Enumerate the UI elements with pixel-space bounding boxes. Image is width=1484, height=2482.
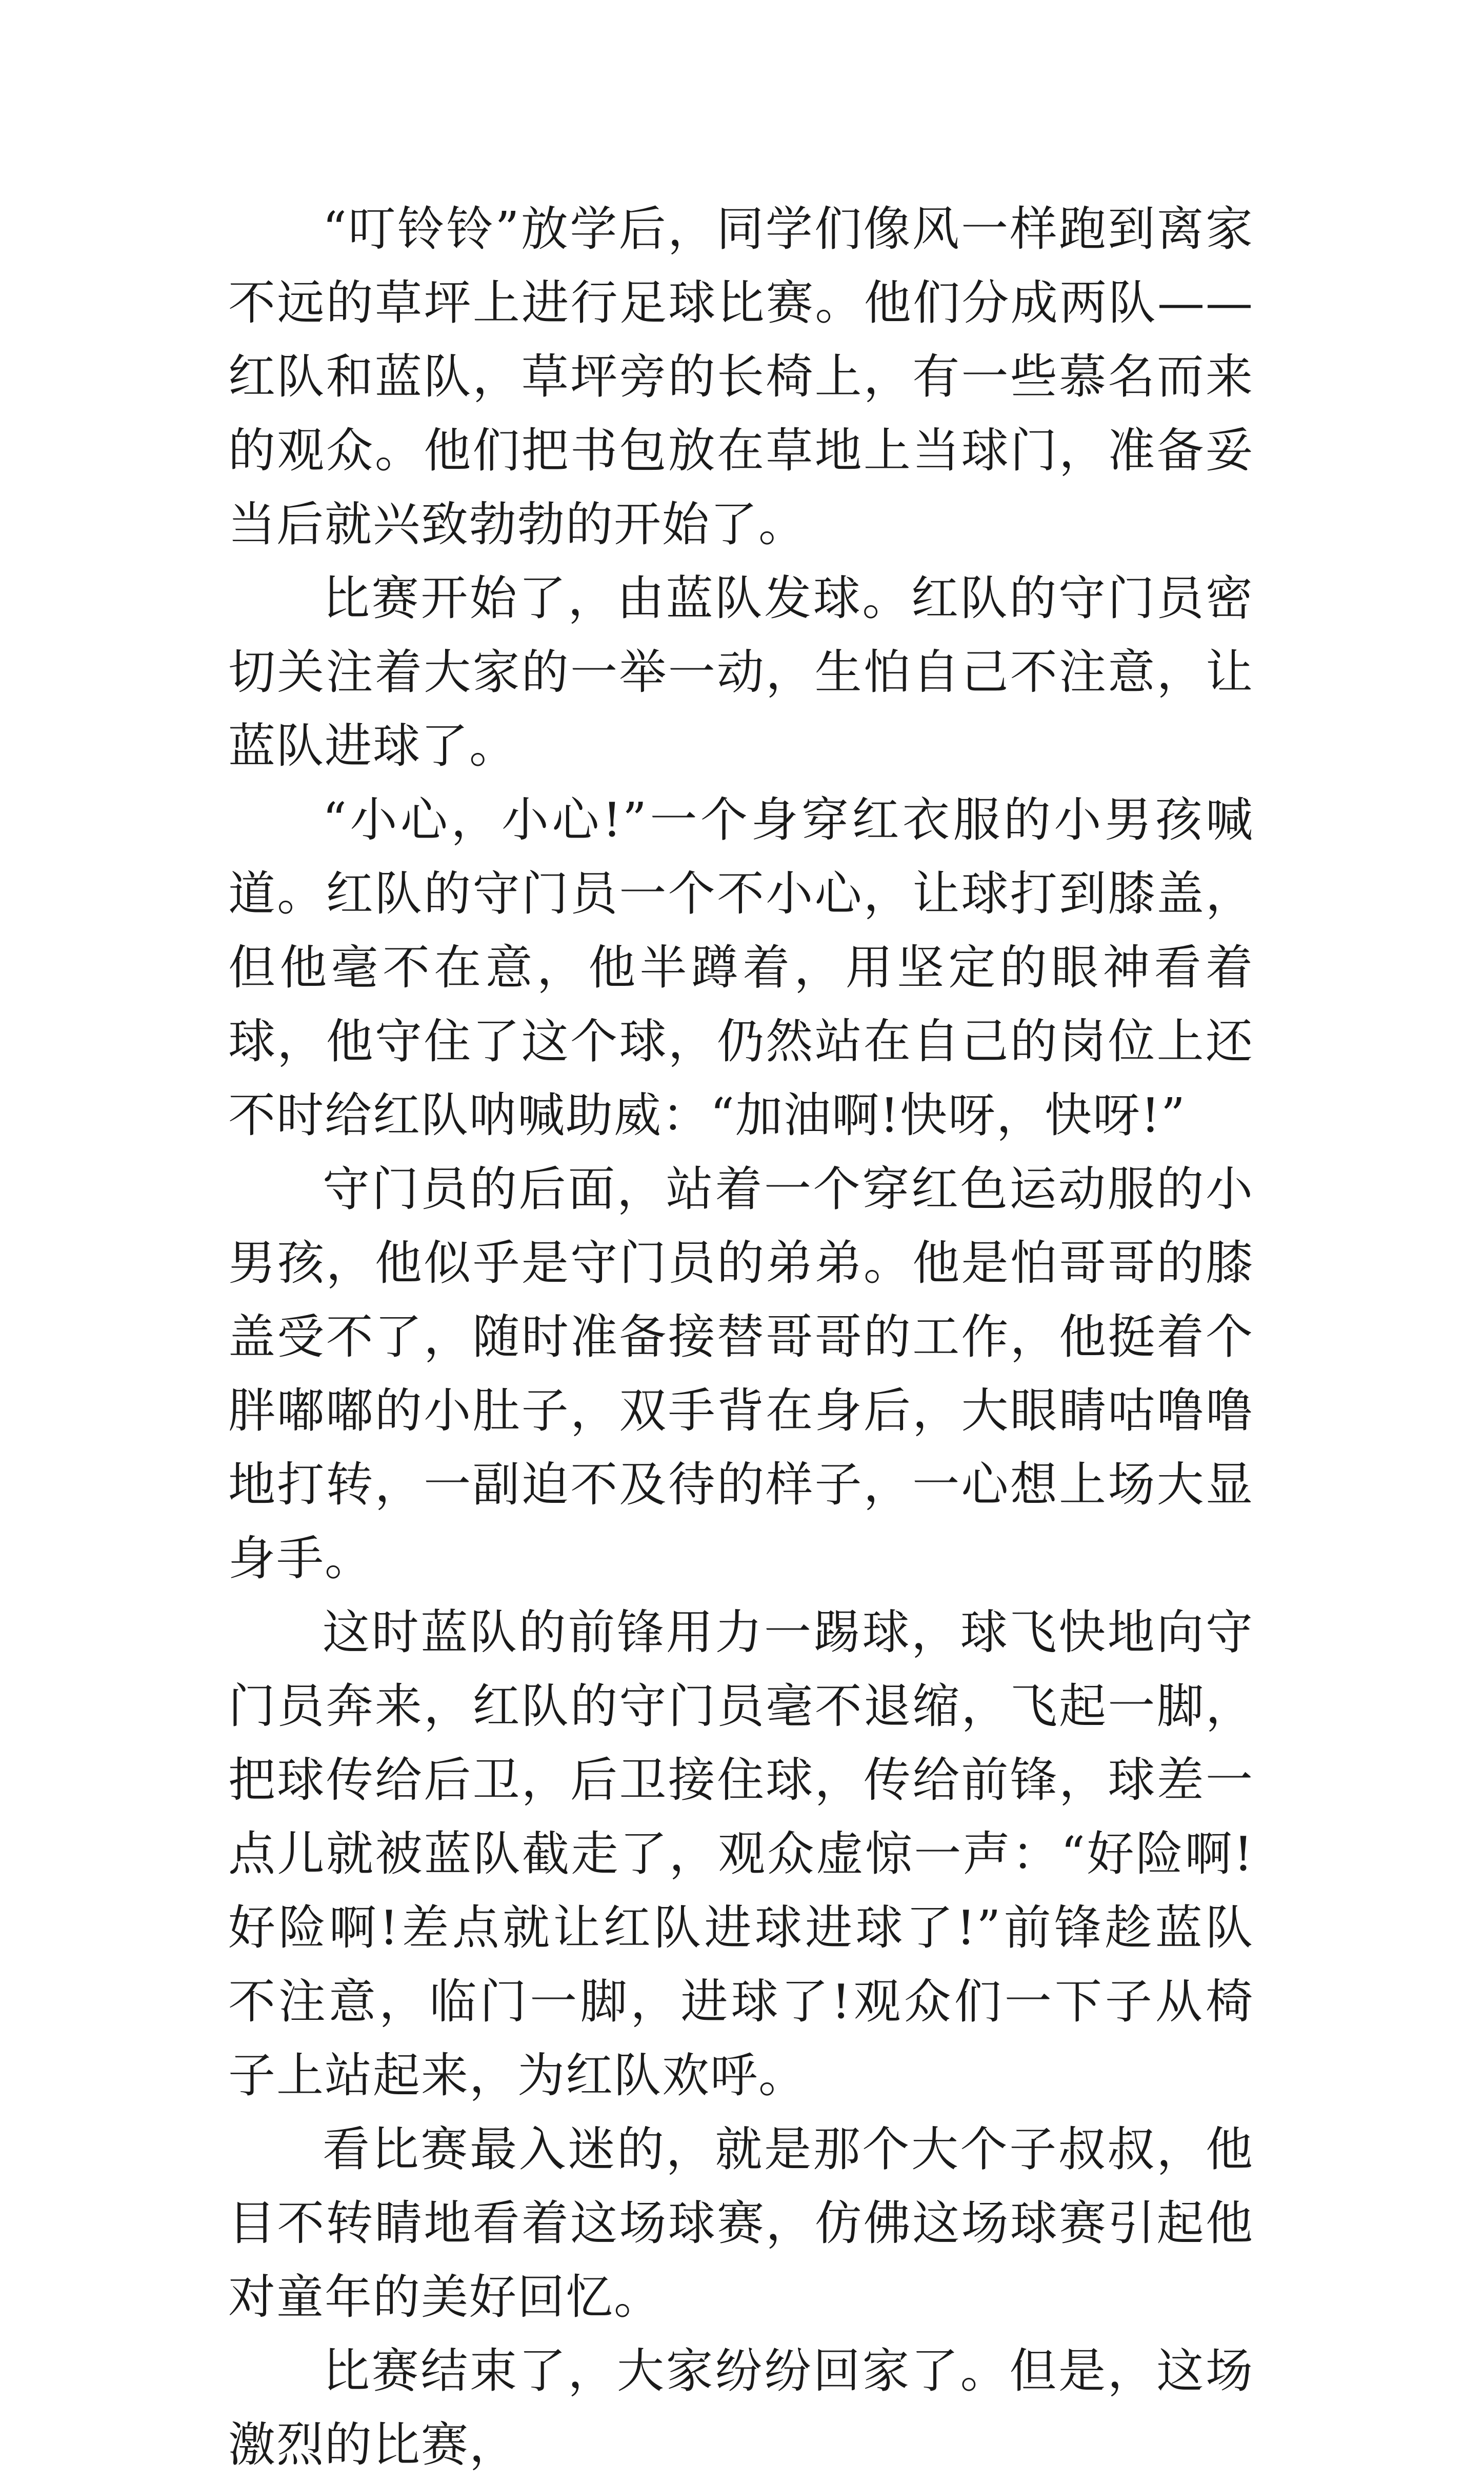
paragraph-4: 守门员的后面，站着一个穿红色运动服的小男孩，他似乎是守门员的弟弟。他是怕哥哥的膝盖受不了，随时准备接替哥哥的工作，他挺着个胖嘟嘟的小肚子，双手背在身后，大眼睛咕噜噜地打转，一副迫不及待的样子，一心想上场大显身手。 bbox=[228, 1162, 1254, 1586]
document-body bbox=[228, 192, 1254, 2482]
paragraph-5: 这时蓝队的前锋用力一踢球，球飞快地向守门员奔来，红队的守门员毫不退缩，飞起一脚，把球传给后卫，后卫接住球，传给前锋，球差一点儿就被蓝队截走了，观众虚惊一声：“好险啊!好险啊!差点就让红队进球进球了!”前锋趁蓝队不注意，临门一脚，进球了!观众们一下子从椅子上站起来，为红队欢呼。 bbox=[228, 1605, 1254, 2103]
paragraph-7: 比赛结束了，大家纷纷回家了。但是，这场激烈的比赛， bbox=[228, 2344, 1254, 2472]
paragraph-6: 看比赛最入迷的，就是那个大个子叔叔，他目不转睛地看着这场球赛，仿佛这场球赛引起他对童年的美好回忆。 bbox=[228, 2122, 1254, 2325]
paragraph-1: “叮铃铃”放学后，同学们像风一样跑到离家不远的草坪上进行足球比赛。他们分成两队——红队和蓝队，草坪旁的长椅上，有一些慕名而来的观众。他们把书包放在草地上当球门，准备妥当后就兴致勃勃的开始了。 bbox=[228, 202, 1254, 552]
paragraph-2: 比赛开始了，由蓝队发球。红队的守门员密切关注着大家的一举一动，生怕自己不注意，让蓝队进球了。 bbox=[228, 571, 1254, 773]
paragraph-3: “小心，小心!”一个身穿红衣服的小男孩喊道。红队的守门员一个不小心，让球打到膝盖，但他毫不在意，他半蹲着，用坚定的眼神看着球，他守住了这个球，仍然站在自己的岗位上还不时给红队呐喊助威：“加油啊!快呀，快呀!” bbox=[228, 792, 1254, 1143]
